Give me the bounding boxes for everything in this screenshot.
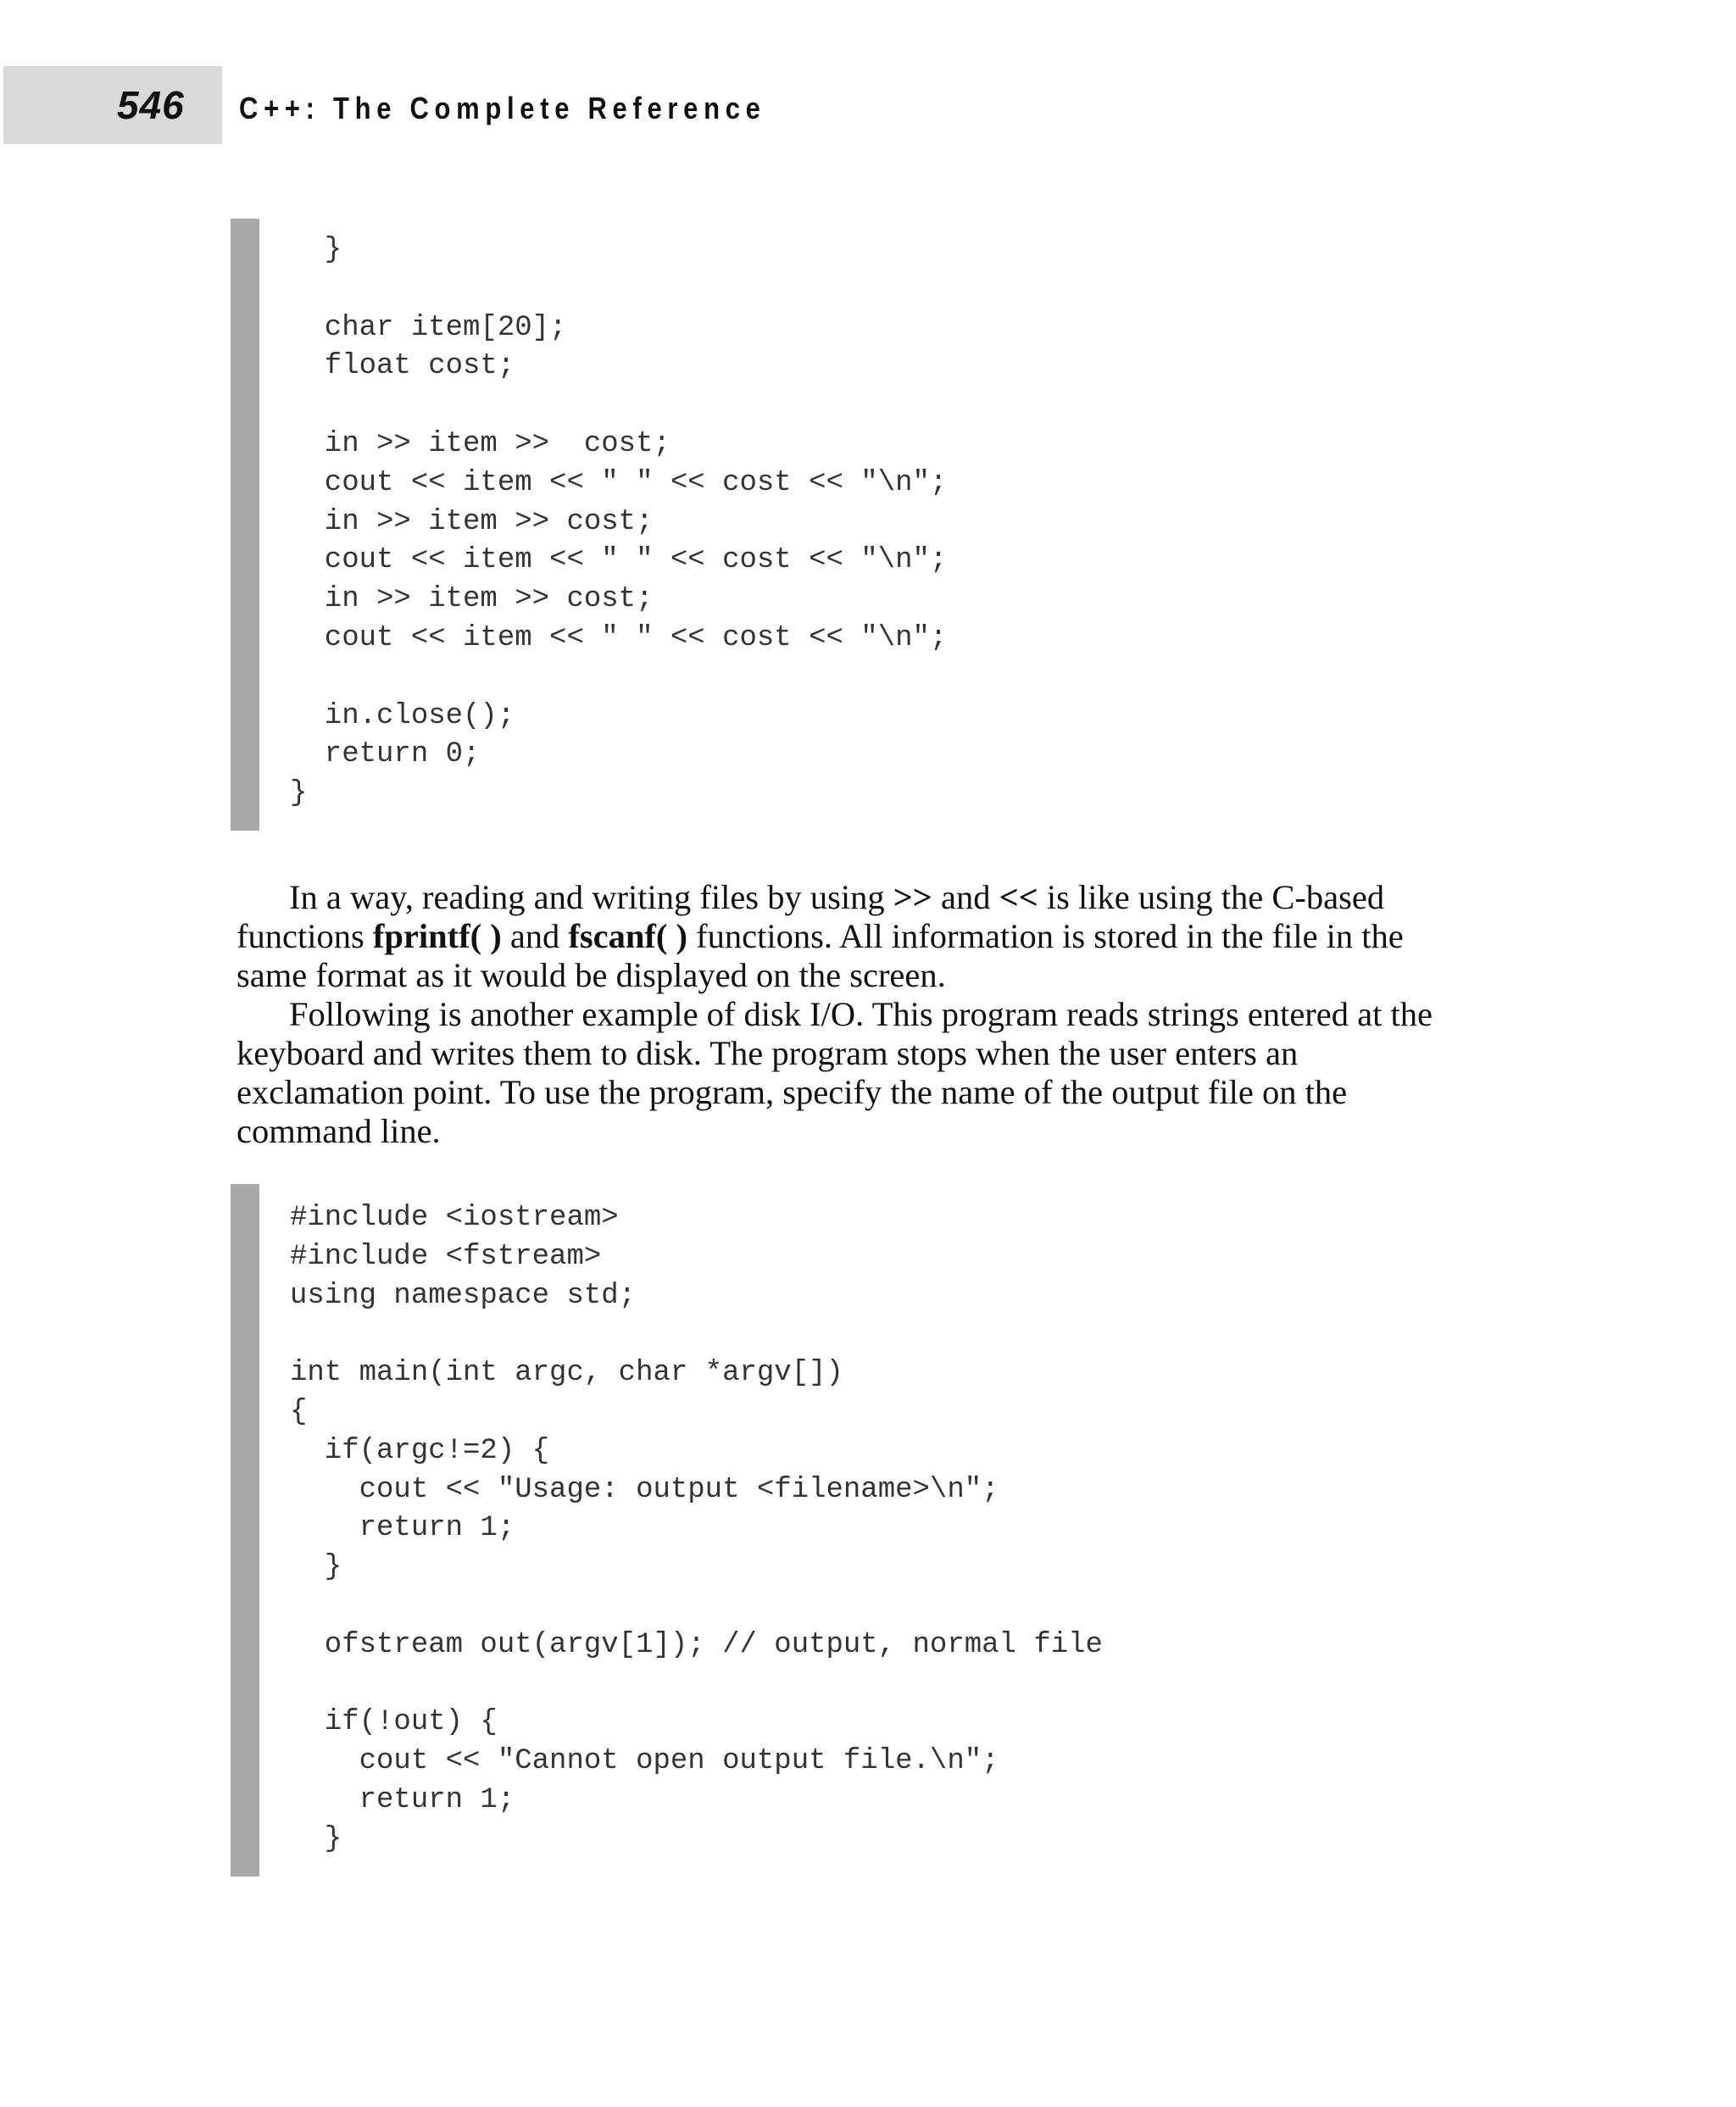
code-line: cout << "Usage: output <filename>\n";	[290, 1473, 999, 1506]
code-line: return 1;	[290, 1783, 515, 1816]
code-margin-bar	[231, 219, 259, 831]
fscanf-function-name: fscanf( )	[568, 917, 688, 955]
code-line: }	[290, 777, 308, 810]
page-number: 546	[117, 83, 185, 127]
paragraph-1-text: In a way, reading and writing files by using	[289, 878, 893, 916]
code-line: char item[20];	[290, 311, 567, 344]
code-line: }	[290, 1822, 342, 1855]
paragraph-1	[236, 878, 1457, 995]
code-line: if(argc!=2) {	[290, 1434, 550, 1467]
code-line	[290, 270, 947, 309]
code-line: return 1;	[290, 1512, 515, 1545]
code-line: }	[290, 1551, 342, 1584]
code-line: in >> item >> cost;	[290, 583, 654, 616]
code-lines	[290, 231, 947, 814]
code-line: in >> item >> cost;	[290, 427, 670, 460]
code-line: using namespace std;	[290, 1279, 637, 1312]
code-line	[290, 1665, 1103, 1704]
paragraph-2: Following is another example of disk I/O. This program reads strings entered at the keyboard and writes them to disk. The program stops when the user enters an exclamation point. To use the program, specify the name of the output file on the command line.	[236, 995, 1433, 1150]
code-line: cout << item << " " << cost << "\n";	[290, 544, 948, 577]
insertion-operator: <<	[999, 878, 1038, 916]
code-line	[290, 1315, 1103, 1354]
code-line	[290, 1587, 1103, 1626]
code-line: cout << item << " " << cost << "\n";	[290, 466, 948, 499]
fprintf-function-name: fprintf( )	[372, 917, 502, 955]
code-line	[290, 659, 947, 698]
code-line	[290, 386, 947, 425]
page-number-tab	[3, 66, 222, 144]
code-line: cout << "Cannot open output file.\n";	[290, 1745, 999, 1778]
extraction-operator: >>	[893, 878, 932, 916]
code-line: in.close();	[290, 699, 515, 732]
code-line: if(!out) {	[290, 1706, 498, 1739]
code-line: int main(int argc, char *argv[])	[290, 1357, 843, 1390]
code-margin-bar	[231, 1184, 259, 1876]
code-line: }	[290, 234, 342, 266]
running-head: C++: The Complete Reference	[239, 91, 766, 125]
code-line: cout << item << " " << cost << "\n";	[290, 621, 948, 654]
code-line: return 0;	[290, 738, 481, 771]
code-line: in >> item >> cost;	[290, 505, 654, 538]
paragraph-1-text: functions. All information is stored in the file in the same format as it would be displayed on the screen.	[236, 917, 1404, 994]
code-line: float cost;	[290, 350, 515, 383]
paragraph-1-text: and	[501, 917, 569, 955]
paragraph-1-text: is like using the C-based functions	[236, 878, 1385, 955]
code-line: ofstream out(argv[1]); // output, normal file	[290, 1628, 1103, 1661]
paragraph-1-text: and	[932, 878, 999, 916]
code-lines	[290, 1199, 1103, 1860]
code-line: #include <fstream>	[290, 1240, 602, 1273]
code-line: {	[290, 1395, 308, 1428]
code-line: #include <iostream>	[290, 1202, 619, 1234]
body-text	[236, 878, 1457, 1151]
